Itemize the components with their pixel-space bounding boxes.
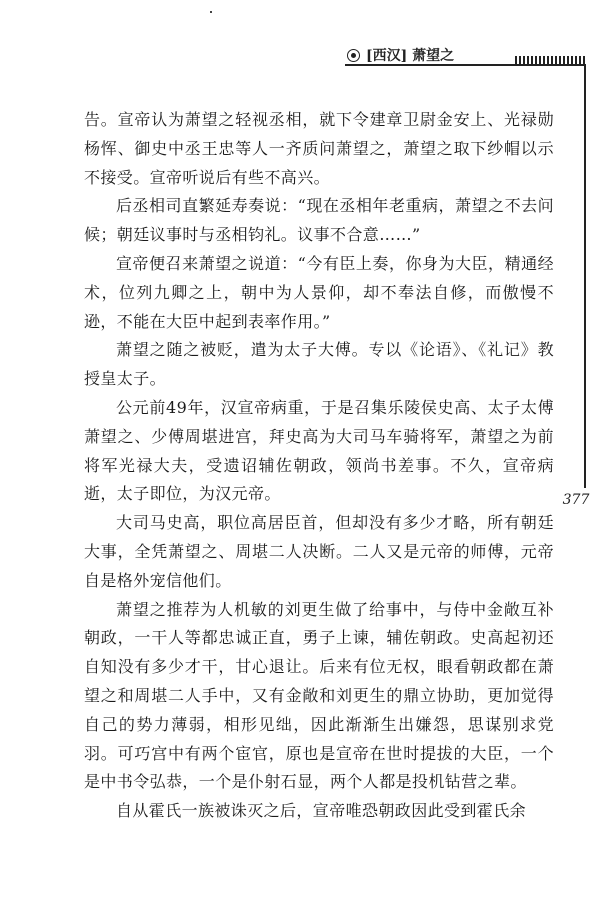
- body-text: [84, 106, 554, 826]
- bullseye-icon: [347, 49, 360, 62]
- paragraph: 大司马史高，职位高居臣首，但却没有多少才略，所有朝廷大事，全凭萧望之、周堪二人决断。二人又是元帝的师傅，元帝自是格外宠信他们。: [84, 513, 554, 590]
- page-number: 377: [562, 492, 590, 508]
- ink-dot: [210, 11, 212, 13]
- header-rule: [345, 64, 585, 66]
- paragraph: 自从霍氏一族被诛灭之后，宣帝唯恐朝政因此受到霍氏余: [116, 801, 527, 821]
- paragraph: 告。宣帝认为萧望之轻视丞相，就下令建章卫尉金安上、光禄勋杨恽、御史中丞王忠等人一齐质问萧望之，萧望之取下纱帽以示不接受。宣帝听说后有些不高兴。: [84, 110, 554, 187]
- paragraph: 公元前49年，汉宣帝病重，于是召集乐陵侯史高、太子太傅萧望之、少傅周堪进宫，拜史高为大司马车骑将军，萧望之为前将军光禄大夫，受遗诏辅佐朝政，领尚书差事。不久，宣帝病逝，太子即位，为汉元帝。: [84, 397, 554, 504]
- header-dashed-rule: [515, 56, 585, 64]
- margin-rule: [584, 64, 586, 488]
- paragraph: 后丞相司直繁延寿奏说：“现在丞相年老重病，萧望之不去问候；朝廷议事时与丞相钧礼。议事不合意……”: [84, 196, 554, 245]
- paragraph: 宣帝便召来萧望之说道：“今有臣上奏，你身为大臣，精通经术，位列九卿之上，朝中为人景仰，却不奉法自修，而傲慢不逊，不能在大臣中起到表率作用。”: [84, 253, 554, 331]
- paragraph: 萧望之随之被贬，遣为太子大傅。专以《论语》、《礼记》教授皇太子。: [84, 340, 554, 389]
- running-header: [347, 44, 517, 66]
- paragraph: 萧望之推荐为人机敏的刘更生做了给事中，与侍中金敞互补朝政，一干人等都忠诚正直，勇子上谏，辅佐朝政。史高起初还自知没有多少才干，甘心退让。后来有位无权，眼看朝政都在萧望之和周堪二人手中，又有金敞和刘更生的鼎立协助，更加觉得自己的势力薄弱，相形见绌，因此渐渐生出嫌怨，思谋别求党羽。可巧宫中有两个宦官，原也是宣帝在世时提拔的大臣，一个是中书令弘恭，一个是仆射石显，两个人都是投机钻营之辈。: [84, 599, 554, 792]
- header-title: [西汉] 萧望之: [366, 48, 455, 64]
